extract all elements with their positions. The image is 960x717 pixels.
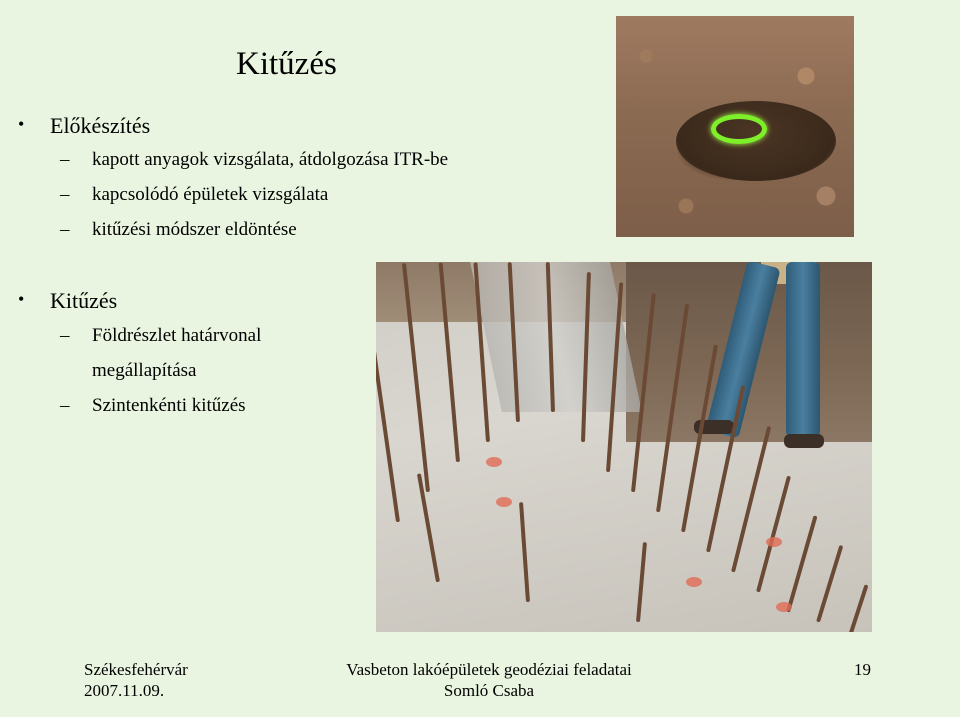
footer-presentation-title: Vasbeton lakóépületek geodéziai feladatai [346, 660, 632, 679]
footer-author: Somló Csaba [443, 681, 535, 700]
bullet-label: Előkészítés [50, 113, 151, 138]
dash-icon: – [60, 395, 70, 416]
photo-rebar-rod [756, 476, 791, 593]
sub-item [60, 149, 449, 170]
photo-rebar-rod [846, 584, 868, 632]
sub-item-text: kitűzési módszer eldöntése [92, 219, 297, 240]
photo-paint-spot [686, 577, 702, 587]
sub-item [60, 184, 329, 205]
sub-item [60, 395, 246, 416]
footer-page-number: 19 [854, 660, 871, 679]
photo-paint-spot [496, 497, 512, 507]
sub-item-text: megállapítása [92, 360, 197, 381]
dash-icon: – [60, 219, 70, 240]
photo-paint-spot [776, 602, 792, 612]
sub-item-text: Szintenkénti kitűzés [92, 395, 246, 416]
photo-rebar-rod [786, 515, 817, 612]
footer-center [330, 659, 648, 701]
slide-title: Kitűzés [236, 46, 337, 82]
sub-item-continuation [92, 361, 196, 380]
sub-item [60, 219, 297, 240]
photo-rebar-rod [816, 545, 843, 623]
footer-left [84, 659, 188, 701]
sub-item-text: Földrészlet határvonal [92, 325, 262, 346]
photo-rebar-rod [519, 502, 530, 602]
sub-item [60, 325, 262, 346]
photo-survey-marker [616, 16, 854, 237]
dash-icon: – [60, 149, 70, 170]
photo-worker-shoe [784, 434, 824, 448]
footer-location: Székesfehérvár [84, 660, 188, 679]
dash-icon: – [60, 184, 70, 205]
bullet-dot-icon: • [18, 114, 25, 134]
sub-item-text: kapcsolódó épületek vizsgálata [92, 184, 329, 205]
footer-date: 2007.11.09. [84, 681, 165, 700]
bullet-staking-out [18, 288, 118, 313]
photo-rebar-foundation [376, 262, 872, 632]
green-marker-ring [711, 114, 767, 144]
soil-mound [676, 101, 836, 181]
bullet-label: Kitűzés [50, 288, 118, 313]
sub-item-text: kapott anyagok vizsgálata, átdolgozása ITR-be [92, 149, 449, 170]
photo-rebar-rod [636, 542, 647, 622]
dash-icon: – [60, 325, 70, 346]
photo-worker-leg [786, 262, 820, 437]
photo-rebar-rod [731, 426, 771, 573]
bullet-dot-icon: • [18, 289, 25, 309]
photo-paint-spot [766, 537, 782, 547]
bullet-preparation [18, 113, 151, 138]
photo-paint-spot [486, 457, 502, 467]
